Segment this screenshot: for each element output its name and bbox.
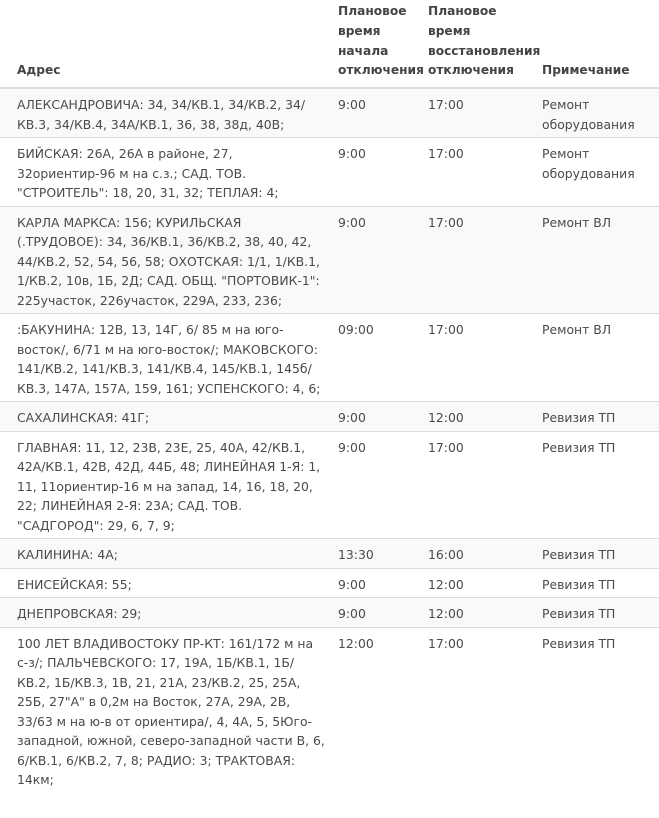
table-body	[0, 88, 659, 793]
header-address: Адрес	[0, 0, 334, 88]
cell-end-time: 17:00	[424, 431, 538, 539]
cell-note: Ревизия ТП	[538, 402, 659, 432]
cell-end-time: 12:00	[424, 568, 538, 598]
cell-address: ЕНИСЕЙСКАЯ: 55;	[0, 568, 334, 598]
cell-start-time: 9:00	[334, 138, 424, 207]
cell-start-time: 13:30	[334, 539, 424, 569]
table-row	[0, 598, 659, 628]
table-row	[0, 206, 659, 314]
cell-start-time: 9:00	[334, 568, 424, 598]
cell-end-time: 17:00	[428, 635, 464, 651]
cell-note: Ревизия ТП	[538, 598, 659, 628]
cell-note: Ревизия ТП	[538, 568, 659, 598]
table-row	[0, 539, 659, 569]
header-start-time: Плановое время начала отключения	[334, 0, 424, 88]
cell-start-time: 12:00	[338, 635, 374, 651]
header-note: Примечание	[538, 0, 659, 88]
table-row	[0, 568, 659, 598]
table-row	[0, 88, 659, 138]
cell-end-time: 12:00	[424, 402, 538, 432]
cell-end-time: 17:00	[424, 206, 538, 314]
table-row	[0, 627, 659, 793]
cell-address: КАЛИНИНА: 4А;	[0, 539, 334, 569]
cell-note: Ревизия ТП	[538, 539, 659, 569]
cell-note: Ревизия ТП	[542, 635, 616, 651]
table-row	[0, 431, 659, 539]
table-header-row	[0, 0, 659, 88]
cell-address: АЛЕКСАНДРОВИЧА: 34, 34/КВ.1, 34/КВ.2, 34/КВ.3, 34/КВ.4, 34А/КВ.1, 36, 38, 38д, 40В;	[0, 88, 334, 138]
cell-note: Ремонт ВЛ	[538, 206, 659, 314]
cell-end-time: 17:00	[424, 138, 538, 207]
cell-start-time: 9:00	[334, 88, 424, 138]
cell-start-time: 9:00	[334, 402, 424, 432]
cell-start-time: 09:00	[334, 314, 424, 402]
table-row	[0, 402, 659, 432]
cell-address: ДНЕПРОВСКАЯ: 29;	[0, 598, 334, 628]
cell-start-time: 9:00	[334, 431, 424, 539]
table-row	[0, 138, 659, 207]
cell-note: Ремонт оборудования	[538, 138, 659, 207]
cell-start-time: 9:00	[334, 206, 424, 314]
cell-end-time: 17:00	[424, 314, 538, 402]
cell-note: Ревизия ТП	[538, 431, 659, 539]
table-row	[0, 314, 659, 402]
cell-address: САХАЛИНСКАЯ: 41Г;	[0, 402, 334, 432]
cell-start-time: 9:00	[334, 598, 424, 628]
cell-end-time: 16:00	[424, 539, 538, 569]
cell-address: ГЛАВНАЯ: 11, 12, 23В, 23Е, 25, 40А, 42/КВ.1, 42А/КВ.1, 42В, 42Д, 44Б, 48; ЛИНЕЙНАЯ 1-Я: 1, 11, 11ориентир-16 м на запад, 14, 16, 18, 20, 22; ЛИНЕЙНАЯ 2-Я: 23А; САД. ТОВ. "САДГОРОД": 29, 6, 7, 9;	[0, 431, 334, 539]
cell-note: Ремонт ВЛ	[538, 314, 659, 402]
cell-end-time: 12:00	[424, 598, 538, 628]
cell-address: :БАКУНИНА: 12В, 13, 14Г, 6/ 85 м на юго-восток/, 6/71 м на юго-восток/; МАКОВСКОГО: 141/КВ.2, 141/КВ.3, 141/КВ.4, 145/КВ.1, 145б/КВ.3, 147А, 157А, 159, 161; УСПЕНСКОГО: 4, 6;	[0, 314, 334, 402]
cell-end-time: 17:00	[424, 88, 538, 138]
cell-address: БИЙСКАЯ: 26А, 26А в районе, 27, 32ориентир-96 м на с.з.; САД. ТОВ. "СТРОИТЕЛЬ": 18, 20, 31, 32; ТЕПЛАЯ: 4;	[0, 138, 334, 207]
cell-note: Ремонт оборудования	[538, 88, 659, 138]
header-end-time: Плановое время восстановления отключения	[424, 0, 538, 88]
cell-address: 100 ЛЕТ ВЛАДИВОСТОКУ ПР-КТ: 161/172 м на с-з/; ПАЛЬЧЕВСКОГО: 17, 19А, 1Б/КВ.1, 1Б/КВ.2, 1Б/КВ.3, 1В, 21, 21А, 23/КВ.2, 25, 25А, 25Б, 27"А" в 0,2м на Восток, 27А, 29А, 2В, 33/63 м на ю-в от ориентира/, 4, 4А, 5, 5Юго-западной, южной, северо-западной части В, 6, 6/КВ.1, 6/КВ.2, 7, 8; РАДИО: 3; ТРАКТОВАЯ: 14км;	[17, 635, 325, 788]
cell-address: КАРЛА МАРКСА: 156; КУРИЛЬСКАЯ (.ТРУДОВОЕ): 34, 36/КВ.1, 36/КВ.2, 38, 40, 42, 44/КВ.2, 52, 54, 56, 58; ОХОТСКАЯ: 1/1, 1/КВ.1, 1/КВ.2, 10в, 1Б, 2Д; САД. ОБЩ. "ПОРТОВИК-1": 225участок, 226участок, 229А, 233, 236;	[0, 206, 334, 314]
